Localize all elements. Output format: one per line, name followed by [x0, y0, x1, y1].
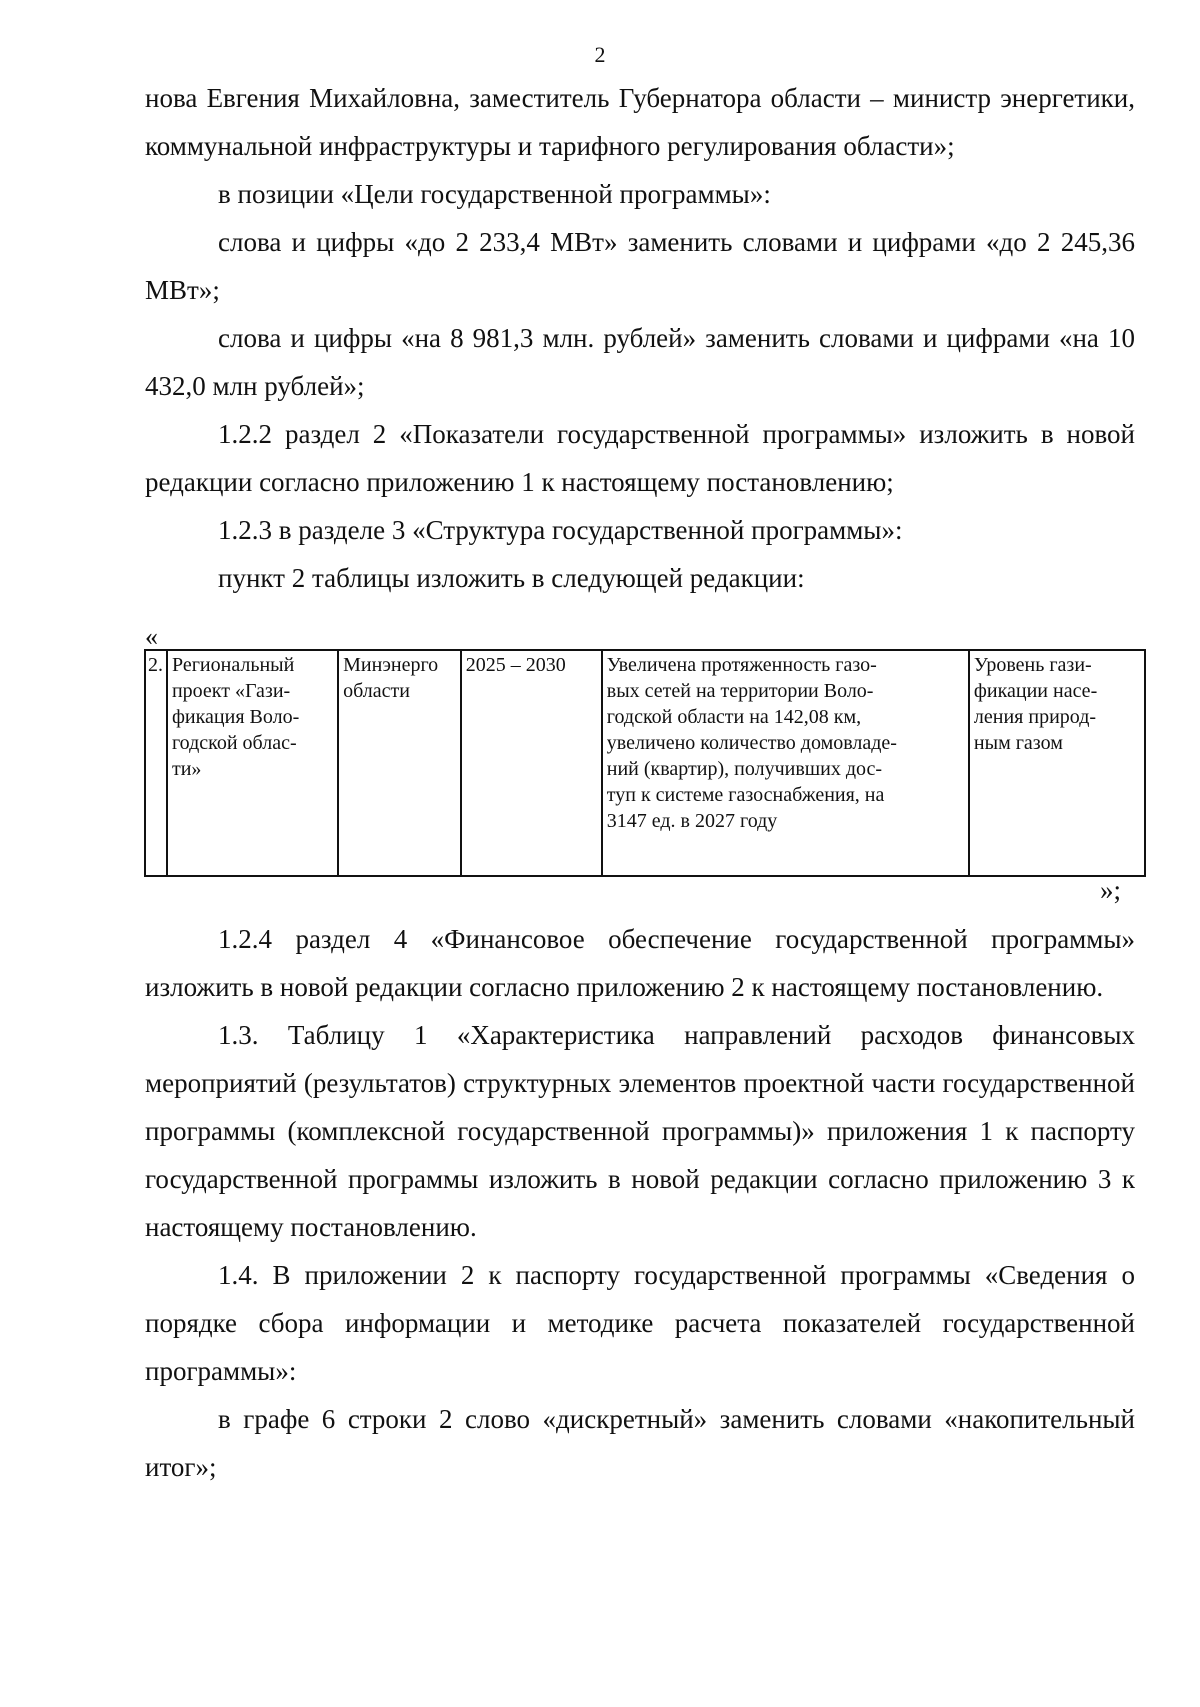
paragraph-replace-mw: слова и цифры «до 2 233,4 МВт» заменить словами и цифрами «до 2 245,36 МВт»; — [145, 227, 1135, 305]
paragraph-replace-rubles: слова и цифры «на 8 981,3 млн. рублей» заменить словами и цифрами «на 10 432,0 млн рублей»; — [145, 323, 1135, 401]
body-text-bottom — [145, 915, 1135, 1491]
paragraph-1-3: 1.3. Таблицу 1 «Характеристика направлений расходов финансовых мероприятий (результатов) структурных элементов проектной части государственной программы (комплексной государственной программы)» приложения 1 к паспорту государственной программы изложить в новой редакции согласно приложению 3 к настоящему постановлению. — [145, 1020, 1135, 1242]
paragraph-goals-position: в позиции «Цели государственной программы»: — [218, 179, 771, 209]
paragraph-1-2-2: 1.2.2 раздел 2 «Показатели государственной программы» изложить в новой редакции согласно приложению 1 к настоящему постановлению; — [145, 419, 1135, 497]
closing-quote: »; — [1100, 875, 1122, 905]
row-number-cell: 2. — [145, 650, 167, 876]
opening-quote: « — [145, 622, 158, 651]
paragraph-1-2-4: 1.2.4 раздел 4 «Финансовое обеспечение государственной программы» изложить в новой редакции согласно приложению 2 к настоящему постановлению. — [145, 924, 1135, 1002]
project-name-cell: Региональный проект «Гази- фикация Воло- годской облас- ти» — [167, 650, 338, 876]
paragraph-continuation: нова Евгения Михайловна, заместитель Губернатора области – министр энергетики, коммунальной инфраструктуры и тарифного регулирования области»; — [145, 83, 1135, 161]
period-cell: 2025 – 2030 — [461, 650, 602, 876]
body-text-top — [145, 74, 1135, 602]
paragraph-1-4: 1.4. В приложении 2 к паспорту государственной программы «Сведения о порядке сбора информации и методике расчета показателей государственной программы»: — [145, 1260, 1135, 1386]
indicator-cell: Уровень гази- фикации насе- ления природ- ным газом — [969, 650, 1145, 876]
paragraph-1-2-3: 1.2.3 в разделе 3 «Структура государственной программы»: — [218, 515, 903, 545]
page-number: 2 — [594, 42, 606, 67]
paragraph-column-6: в графе 6 строки 2 слово «дискретный» заменить словами «накопительный итог»; — [145, 1404, 1135, 1482]
responsible-cell: Минэнерго области — [338, 650, 461, 876]
result-cell: Увеличена протяженность газо- вых сетей на территории Воло- годской области на 142,08 км, увеличено количество домовладе- ний (квартир), получивших дос- туп к системе газоснабжения, на 3147 ед. в 2027 году — [602, 650, 969, 876]
paragraph-table-intro: пункт 2 таблицы изложить в следующей редакции: — [218, 563, 805, 593]
program-structure-table — [144, 649, 1146, 877]
table-row — [145, 650, 1145, 876]
